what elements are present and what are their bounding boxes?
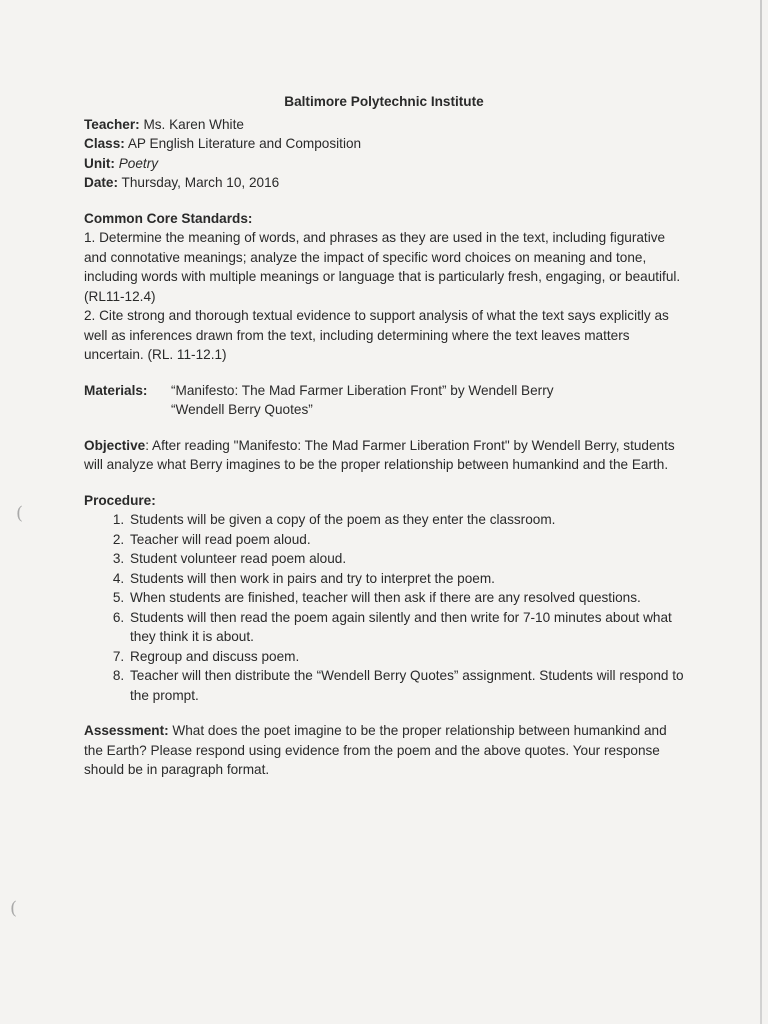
procedure-section (84, 491, 684, 706)
date-label: Date: (84, 175, 118, 190)
materials-label: Materials: (84, 382, 148, 398)
scan-hole-mark: ( (10, 898, 18, 919)
objective-label: Objective (84, 437, 146, 453)
assessment-section (84, 721, 684, 780)
procedure-step: 6. Students will then read the poem again silently and then write for 7-10 minutes about what they think it is about. (128, 608, 684, 647)
class-name: AP English Literature and Composition (127, 136, 362, 151)
materials-list (171, 381, 554, 420)
unit-label: Unit: (84, 155, 115, 171)
teacher-line (84, 115, 684, 135)
procedure-step: 2. Teacher will read poem aloud. (128, 530, 684, 550)
procedure-step: 8. Teacher will then distribute the “Wendell Berry Quotes” assignment. Students will respond to the prompt. (128, 666, 684, 705)
material-item: “Manifesto: The Mad Farmer Liberation Front” by Wendell Berry (171, 382, 554, 398)
assessment-paragraph (84, 721, 684, 780)
date-line (84, 173, 684, 193)
scan-hole-mark: ( (16, 503, 24, 524)
assessment-text: What does the poet imagine to be the proper relationship between humankind and the Earth? Please respond using evidence from the poem and the above quotes. Your response should be in paragraph format. (84, 723, 667, 777)
class-line (84, 134, 684, 154)
date-value: Thursday, March 10, 2016 (121, 175, 280, 190)
standard-item: 1. Determine the meaning of words, and phrases as they are used in the text, including figurative and connotative meanings; analyze the impact of specific word choices on meaning and tone, including words with multiple meanings or language that is particularly fresh, engaging, or beautiful. (RL11-12.4) (84, 230, 681, 304)
school-title: Baltimore Polytechnic Institute (284, 94, 484, 109)
standards-heading: Common Core Standards: (84, 210, 253, 226)
procedure-step: 4. Students will then work in pairs and try to interpret the poem. (128, 569, 684, 589)
material-item: “Wendell Berry Quotes” (171, 402, 313, 417)
materials-section (84, 381, 684, 420)
objective-text: : After reading "Manifesto: The Mad Farmer Liberation Front" by Wendell Berry, students will analyze what Berry imagines to be the proper relationship between humankind and the Earth. (84, 437, 675, 472)
objective-section (84, 436, 684, 475)
standard-item: 2. Cite strong and thorough textual evidence to support analysis of what the text says explicitly as well as inferences drawn from the text, including determining where the text leaves matters uncertain. (RL. 11-12.1) (84, 308, 669, 362)
procedure-step: 5. When students are finished, teacher will then ask if there are any resolved questions. (128, 588, 684, 608)
unit-line (84, 154, 684, 174)
assessment-label: Assessment: (84, 723, 169, 738)
class-label: Class: (84, 136, 125, 151)
lesson-plan-document (84, 92, 684, 780)
procedure-step: 7. Regroup and discuss poem. (128, 647, 684, 667)
standards-section (84, 209, 684, 365)
procedure-step: 1. Students will be given a copy of the poem as they enter the classroom. (128, 510, 684, 530)
procedure-list (84, 510, 684, 705)
unit-name: Poetry (118, 155, 159, 171)
scan-page-edge (760, 0, 762, 1024)
teacher-name: Ms. Karen White (143, 116, 244, 132)
procedure-step: 3. Student volunteer read poem aloud. (128, 549, 684, 569)
objective-paragraph (84, 436, 684, 475)
teacher-label: Teacher: (84, 116, 140, 132)
procedure-heading: Procedure: (84, 492, 156, 508)
